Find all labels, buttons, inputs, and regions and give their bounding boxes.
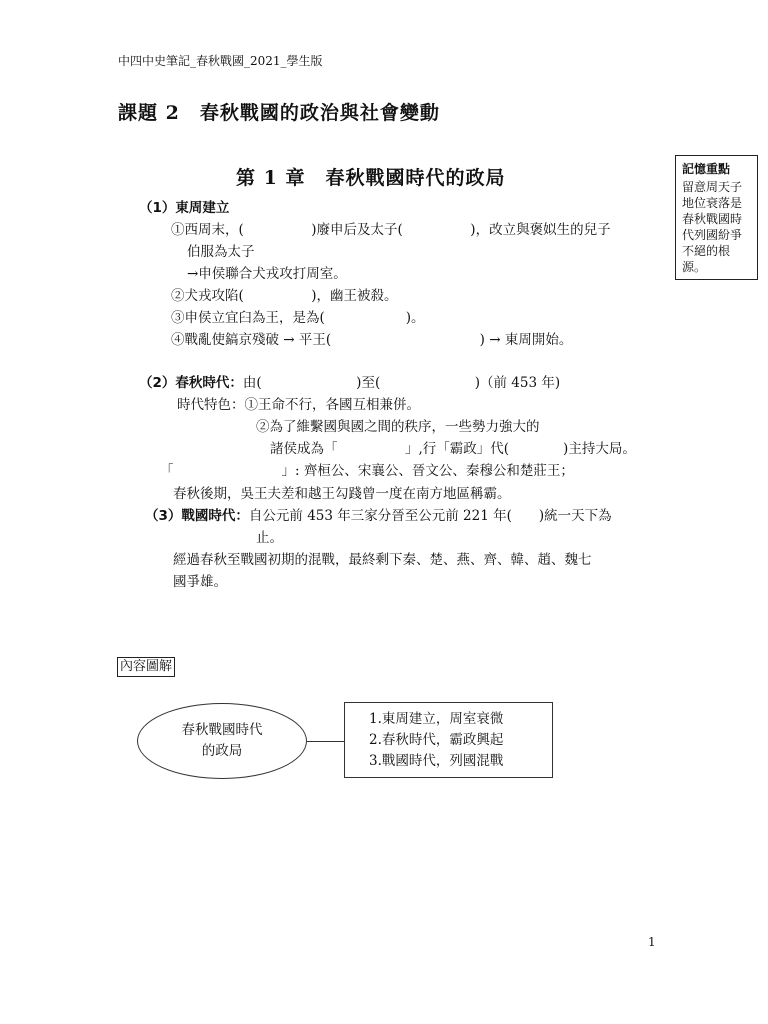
section-1-heading: （1）東周建立: [139, 200, 230, 216]
memory-note-body: 留意周天子地位衰落是春秋戰國時代列國紛爭不絕的根源。: [682, 180, 743, 274]
memory-note-title: 記憶重點: [682, 162, 731, 176]
section-2-line-4: 諸侯成為「 」,行「霸政」代( )主持大局。: [270, 441, 636, 457]
diagram-point-2: 2.春秋時代，霸政興起: [369, 732, 504, 748]
section-2-line-6: 春秋後期，吳王夫差和越王勾踐曾一度在南方地區稱霸。: [173, 486, 511, 502]
section-3-heading: （3）戰國時代：: [145, 508, 249, 524]
diagram-center-line-2: 的政局: [201, 743, 243, 759]
diagram-center-ellipse: [137, 703, 307, 779]
page-number: 1: [648, 935, 656, 949]
section-2-first-line: [139, 375, 560, 391]
section-2-line-5: 「 」: 齊桓公、宋襄公、晉文公、秦穆公和楚莊王；: [160, 463, 574, 479]
section-2-line-1: 由( )至( )（前 453 年): [242, 375, 561, 391]
section-3-first-line: [145, 508, 612, 524]
section-3-line-1: 自公元前 453 年三家分晉至公元前 221 年( )統一天下為: [248, 508, 612, 524]
document-header: 中四中史筆記_春秋戰國_2021_學生版: [118, 54, 323, 68]
lesson-title: 課題 2 春秋戰國的政治與社會變動: [118, 102, 440, 124]
section-1-line-3: →申侯聯合犬戎攻打周室。: [187, 266, 347, 282]
section-1-line-6: ④戰亂使鎬京殘破 → 平王( ) → 東周開始。: [171, 332, 573, 348]
section-2-line-3: ②為了維繫國與國之間的秩序，一些勢力強大的: [256, 419, 540, 435]
section-1-line-2: 伯服為太子: [187, 244, 255, 260]
diagram-point-1: 1.東周建立，周室衰微: [369, 711, 504, 727]
section-1-line-5: ③申侯立宜臼為王，是為( )。: [171, 310, 425, 326]
section-2-line-2: 時代特色：①王命不行，各國互相兼併。: [177, 397, 420, 413]
section-1-line-4: ②犬戎攻陷( )，幽王被殺。: [171, 288, 398, 304]
section-2-heading: （2）春秋時代：: [139, 375, 243, 391]
section-1-line-1: ①西周末，( )廢申后及太子( )，改立與褒姒生的兒子: [171, 222, 611, 238]
chapter-title: 第 1 章 春秋戰國時代的政局: [236, 167, 506, 189]
memory-note-box: [675, 155, 758, 280]
content-diagram-label: 內容圖解: [117, 657, 175, 677]
section-3-line-2: 止。: [256, 530, 283, 546]
diagram-points-box: [344, 702, 553, 778]
diagram-connector-line: [307, 741, 344, 742]
section-3-line-3: 經過春秋至戰國初期的混戰，最終剩下秦、楚、燕、齊、韓、趙、魏七: [173, 552, 592, 568]
diagram-center-line-1: 春秋戰國時代: [181, 722, 263, 738]
diagram-point-3: 3.戰國時代，列國混戰: [369, 753, 504, 769]
section-3-line-4: 國爭雄。: [173, 574, 227, 590]
